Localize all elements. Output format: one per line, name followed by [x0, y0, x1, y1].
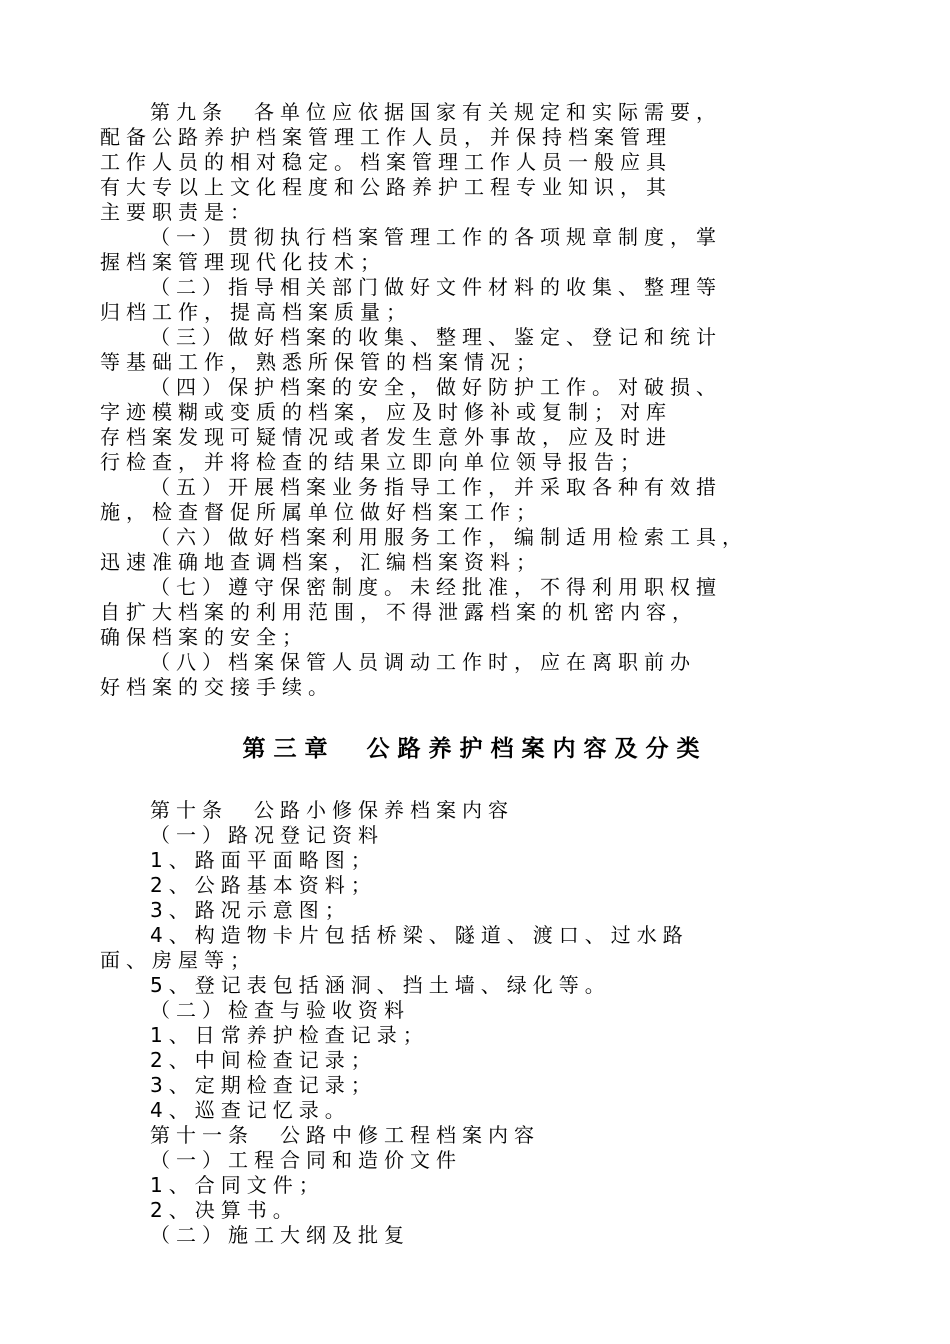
article-line: （二）检查与验收资料 — [150, 998, 410, 1022]
article-9-line: 有大专以上文化程度和公路养护工程专业知识，其 — [100, 175, 672, 199]
article-9-line: 好档案的交接手续。 — [100, 675, 334, 699]
article-9-line: 存档案发现可疑情况或者发生意外事故，应及时进 — [100, 425, 672, 449]
article-9-line: （四）保护档案的安全，做好防护工作。对破损、 — [150, 375, 722, 399]
article-9-line: （五）开展档案业务指导工作，并采取各种有效措 — [150, 475, 722, 499]
article-9-line: （七）遵守保密制度。未经批准，不得利用职权擅 — [150, 575, 722, 599]
article-9-line: （三）做好档案的收集、整理、鉴定、登记和统计 — [150, 325, 722, 349]
article-line: 2、中间检查记录； — [150, 1048, 377, 1072]
article-9-line: 主要职责是： — [100, 200, 256, 224]
article-9-line: 行检查，并将检查的结果立即向单位领导报告； — [100, 450, 646, 474]
article-line: 1、路面平面略图； — [150, 848, 377, 872]
article-line: 2、决算书。 — [150, 1198, 299, 1222]
article-9-line: 配备公路养护档案管理工作人员，并保持档案管理 — [100, 125, 672, 149]
article-line: （二）施工大纲及批复 — [150, 1223, 410, 1247]
article-9-line: 自扩大档案的利用范围，不得泄露档案的机密内容， — [100, 600, 698, 624]
article-line: （一）路况登记资料 — [150, 823, 384, 847]
article-line: 第十条 公路小修保养档案内容 — [150, 798, 514, 822]
article-9-line: （一）贯彻执行档案管理工作的各项规章制度，掌 — [150, 225, 722, 249]
article-9-line: 归档工作，提高档案质量； — [100, 300, 412, 324]
article-line: 2、公路基本资料； — [150, 873, 377, 897]
article-line: 1、日常养护检查记录； — [150, 1023, 429, 1047]
article-line: 5、登记表包括涵洞、挡土墙、绿化等。 — [150, 973, 611, 997]
article-9-line: （六）做好档案利用服务工作，编制适用检索工具， — [150, 525, 748, 549]
article-9-line: 迅速准确地查调档案，汇编档案资料； — [100, 550, 542, 574]
article-line: 4、巡查记忆录。 — [150, 1098, 351, 1122]
article-9-line: 施，检查督促所属单位做好档案工作； — [100, 500, 542, 524]
article-9-line: （八）档案保管人员调动工作时，应在离职前办 — [150, 650, 696, 674]
article-9-line: 等基础工作，熟悉所保管的档案情况； — [100, 350, 542, 374]
article-9-line: 字迹模糊或变质的档案，应及时修补或复制；对库 — [100, 400, 672, 424]
article-9-line: （二）指导相关部门做好文件材料的收集、整理等 — [150, 275, 722, 299]
article-9-line: 第九条 各单位应依据国家有关规定和实际需要， — [150, 100, 722, 124]
chapter-title: 第三章 公路养护档案内容及分类 — [242, 736, 708, 762]
article-9-line: 确保档案的安全； — [100, 625, 308, 649]
article-line: 3、定期检查记录； — [150, 1073, 377, 1097]
article-line: 第十一条 公路中修工程档案内容 — [150, 1123, 540, 1147]
article-line: 3、路况示意图； — [150, 898, 351, 922]
article-9-line: 工作人员的相对稳定。档案管理工作人员一般应具 — [100, 150, 672, 174]
article-line: （一）工程合同和造价文件 — [150, 1148, 462, 1172]
article-line: 4、构造物卡片包括桥梁、隧道、渡口、过水路 — [150, 923, 689, 947]
article-line: 1、合同文件； — [150, 1173, 325, 1197]
article-9-line: 握档案管理现代化技术； — [100, 250, 386, 274]
article-line: 面、房屋等； — [100, 948, 256, 972]
